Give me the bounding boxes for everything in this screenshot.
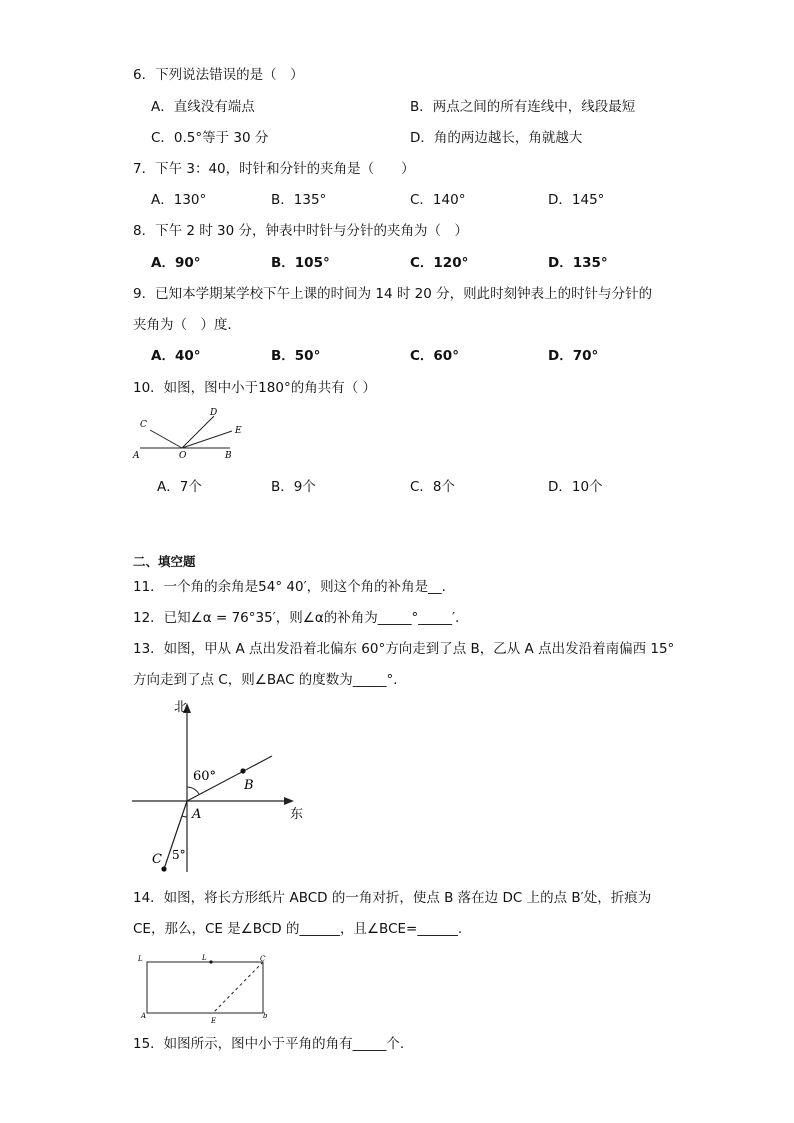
q6-option-b: B．两点之间的所有连线中，线段最短 bbox=[410, 99, 636, 115]
q14-label-top-left: L bbox=[138, 955, 143, 963]
q8-option-a: A．90° bbox=[151, 255, 201, 271]
q10-label-d: D bbox=[210, 408, 218, 418]
q13-direction-figure bbox=[130, 697, 310, 877]
q8-option-b: B．105° bbox=[271, 255, 330, 271]
section-heading-fill-blank: 二、填空题 bbox=[133, 554, 196, 569]
q10-angle-figure bbox=[130, 404, 260, 460]
q10-option-a: A．7个 bbox=[157, 479, 202, 495]
q7-option-d: D．145° bbox=[548, 192, 605, 208]
q12-stem: 12．已知∠α = 76°35′，则∠α的补角为_____°_____′. bbox=[133, 610, 460, 626]
q13-angle-60-label: 60° bbox=[193, 769, 217, 784]
q7-stem: 7．下午 3：40，时针和分针的夹角是（ ） bbox=[133, 161, 415, 177]
q6-option-d: D．角的两边越长，角就越大 bbox=[410, 130, 583, 146]
q10-option-d: D．10个 bbox=[548, 479, 603, 495]
q14-label-bottom-right: b bbox=[263, 1012, 268, 1020]
q14-label-bottom-left: A bbox=[141, 1012, 147, 1020]
q11-stem: 11．一个角的余角是54° 40′，则这个角的补角是__. bbox=[133, 579, 446, 595]
q14-label-top: L bbox=[202, 954, 207, 962]
q10-label-a: A bbox=[133, 451, 140, 461]
q6-option-a: A．直线没有端点 bbox=[151, 99, 255, 115]
q14-label-top-right: C bbox=[260, 955, 266, 963]
q10-label-c: C bbox=[140, 420, 147, 430]
q9-option-b: B．50° bbox=[271, 348, 321, 364]
q9-option-a: A．40° bbox=[151, 348, 201, 364]
q14-label-bottom: E bbox=[211, 1017, 217, 1025]
q8-option-c: C．120° bbox=[410, 255, 469, 271]
q14-stem-line2: CE，那么，CE 是∠BCD 的______，且∠BCE=______. bbox=[133, 921, 463, 937]
q9-option-c: C．60° bbox=[410, 348, 459, 364]
q10-label-e: E bbox=[235, 426, 242, 436]
q13-stem-line2: 方向走到了点 C，则∠BAC 的度数为_____°. bbox=[133, 672, 398, 688]
q7-option-b: B．135° bbox=[271, 192, 327, 208]
q13-point-a-label: A bbox=[192, 807, 202, 822]
q15-stem: 15．如图所示，图中小于平角的角有_____个. bbox=[133, 1036, 405, 1052]
q8-stem: 8．下午 2 时 30 分，钟表中时针与分针的夹角为（ ） bbox=[133, 223, 469, 239]
q9-stem-line1: 9．已知本学期某学校下午上课的时间为 14 时 20 分，则此时刻钟表上的时针与分针的 bbox=[133, 286, 653, 302]
q10-label-b: B bbox=[225, 451, 232, 461]
q13-point-c-label: C bbox=[152, 852, 162, 867]
q6-stem: 6．下列说法错误的是（ ） bbox=[133, 67, 304, 83]
q13-angle-5-label: 5° bbox=[172, 848, 186, 862]
q13-north-label: 北 bbox=[174, 700, 188, 715]
q13-stem-line1: 13．如图，甲从 A 点出发沿着北偏东 60°方向走到了点 B，乙从 A 点出发沿着南偏西 15° bbox=[133, 641, 675, 657]
q10-stem: 10．如图，图中小于180°的角共有（ ） bbox=[133, 380, 376, 396]
q14-stem-line1: 14．如图，将长方形纸片 ABCD 的一角对折，使点 B 落在边 DC 上的点 B′处，折痕为 bbox=[133, 890, 652, 906]
q8-option-d: D．135° bbox=[548, 255, 608, 271]
q7-option-a: A．130° bbox=[151, 192, 207, 208]
q9-option-d: D．70° bbox=[548, 348, 599, 364]
q10-label-o: O bbox=[179, 451, 187, 461]
q10-option-c: C．8个 bbox=[410, 479, 456, 495]
q14-rectangle-fold-figure bbox=[135, 952, 270, 1027]
q6-option-c: C．0.5°等于 30 分 bbox=[151, 130, 269, 146]
q7-option-c: C．140° bbox=[410, 192, 466, 208]
q10-option-b: B．9个 bbox=[271, 479, 316, 495]
q13-point-b-label: B bbox=[244, 778, 254, 793]
q13-east-label: 东 bbox=[290, 807, 304, 822]
q9-stem-line2: 夹角为（ ）度． bbox=[133, 317, 241, 333]
